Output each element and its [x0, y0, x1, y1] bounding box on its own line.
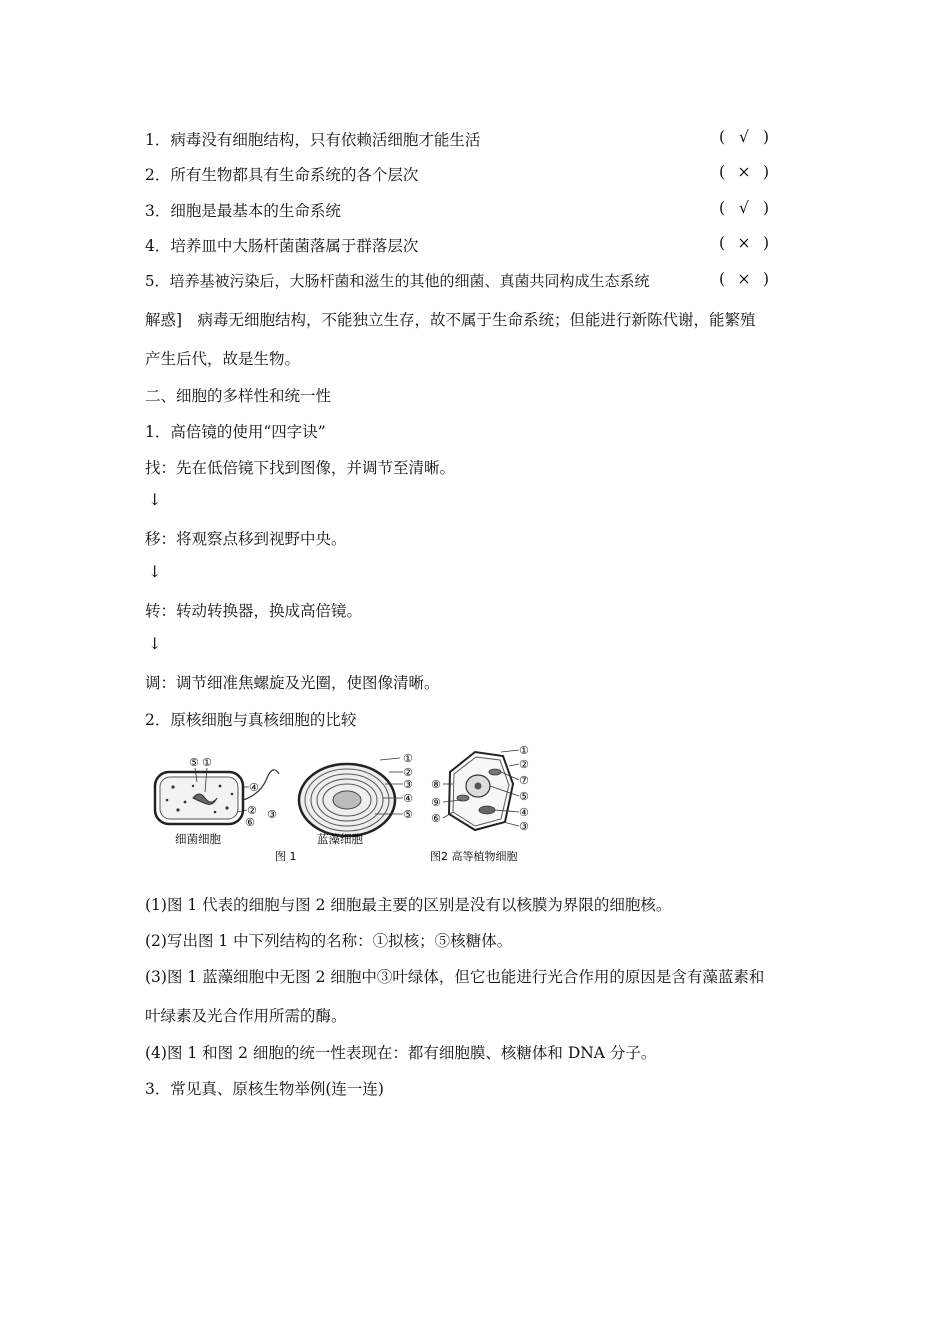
judgment-text: 1．病毒没有细胞结构，只有依赖活细胞才能生活 — [145, 131, 481, 149]
label: ⑤ — [189, 756, 199, 769]
item2-title: 2．原核细胞与真核细胞的比较 — [145, 711, 357, 729]
label: ③ — [267, 808, 277, 821]
judgment-text: 4．培养皿中大肠杆菌菌落属于群落层次 — [145, 237, 419, 255]
judgment-answer: ( × ) — [718, 163, 770, 181]
label: ⑥ — [431, 812, 441, 825]
step-find: 找：先在低倍镜下找到图像，并调节至清晰。 — [145, 459, 456, 477]
answer-1: (1)图 1 代表的细胞与图 2 细胞最主要的区别是没有以核膜为界限的细胞核。 — [145, 896, 672, 914]
explanation-line-2: 产生后代，故是生物。 — [145, 350, 301, 368]
bacteria-caption: 细菌细胞 — [175, 832, 221, 846]
label: ② — [403, 766, 413, 779]
section-title: 二、细胞的多样性和统一性 — [145, 387, 332, 405]
label: ⑦ — [519, 774, 529, 787]
cross-mark: × — [737, 234, 751, 252]
step-adjust: 调：调节细准焦螺旋及光圈，使图像清晰。 — [145, 674, 440, 692]
answer-4: (4)图 1 和图 2 细胞的统一性表现在：都有细胞膜、核糖体和 DNA 分子。 — [145, 1044, 657, 1062]
cell-comparison-figure — [145, 742, 545, 876]
cyanobacteria-cell-diagram — [275, 752, 413, 863]
fig2-label: 图2 高等植物细胞 — [430, 850, 518, 863]
label: ⑤ — [403, 808, 413, 821]
answer-3: (3)图 1 蓝藻细胞中无图 2 细胞中③叶绿体，但它也能进行光合作用的原因是含有藻蓝素和 — [145, 968, 765, 986]
label: ① — [202, 756, 212, 769]
label: ① — [519, 744, 529, 757]
label: ⑤ — [519, 790, 529, 803]
cell-diagrams — [145, 742, 545, 872]
judgment-answer: ( × ) — [718, 270, 770, 288]
judgment-item-1 — [145, 128, 775, 150]
down-arrow-icon: ↓ — [148, 634, 162, 653]
cross-mark: × — [737, 270, 751, 288]
label: ② — [519, 758, 529, 771]
label: ① — [403, 752, 413, 765]
label: ③ — [519, 820, 529, 833]
judgment-item-2 — [145, 163, 775, 185]
step-turn: 转：转动转换器，换成高倍镜。 — [145, 602, 363, 620]
cross-mark: × — [737, 163, 751, 181]
judgment-text: 3．细胞是最基本的生命系统 — [145, 202, 341, 220]
item3-title: 3．常见真、原核生物举例(连一连) — [145, 1080, 384, 1098]
label: ⑧ — [431, 778, 441, 791]
down-arrow-icon: ↓ — [148, 562, 162, 581]
item1-title: 1．高倍镜的使用“四字诀” — [145, 423, 326, 441]
judgment-answer: ( × ) — [718, 234, 770, 252]
label: ③ — [403, 778, 413, 791]
judgment-answer: ( √ ) — [718, 199, 770, 217]
judgment-item-5 — [145, 270, 775, 291]
answer-2: (2)写出图 1 中下列结构的名称：①拟核；⑤核糖体。 — [145, 932, 513, 950]
judgment-item-4 — [145, 234, 775, 256]
plant-cell-diagram — [430, 744, 529, 863]
label: ④ — [403, 792, 413, 805]
down-arrow-icon: ↓ — [148, 490, 162, 509]
label: ④ — [249, 781, 259, 794]
explanation-line-1: 解惑] 病毒无细胞结构，不能独立生存，故不属于生命系统；但能进行新陈代谢，能繁殖 — [145, 311, 756, 329]
judgment-text: 5．培养基被污染后，大肠杆菌和滋生的其他的细菌、真菌共同构成生态系统 — [145, 272, 650, 290]
answer-3-cont: 叶绿素及光合作用所需的酶。 — [145, 1007, 347, 1025]
judgment-text: 2．所有生物都具有生命系统的各个层次 — [145, 166, 419, 184]
fig1-label: 图 1 — [275, 850, 297, 863]
label: ⑥ — [245, 816, 255, 829]
cyano-caption: 蓝藻细胞 — [317, 832, 363, 846]
label: ④ — [519, 806, 529, 819]
check-mark: √ — [739, 128, 749, 146]
check-mark: √ — [739, 199, 749, 217]
bacteria-cell-diagram — [155, 756, 279, 846]
judgment-item-3 — [145, 199, 775, 221]
label: ⑨ — [431, 796, 441, 809]
label: ② — [247, 804, 257, 817]
judgment-answer: ( √ ) — [718, 128, 770, 146]
step-move: 移：将观察点移到视野中央。 — [145, 530, 347, 548]
